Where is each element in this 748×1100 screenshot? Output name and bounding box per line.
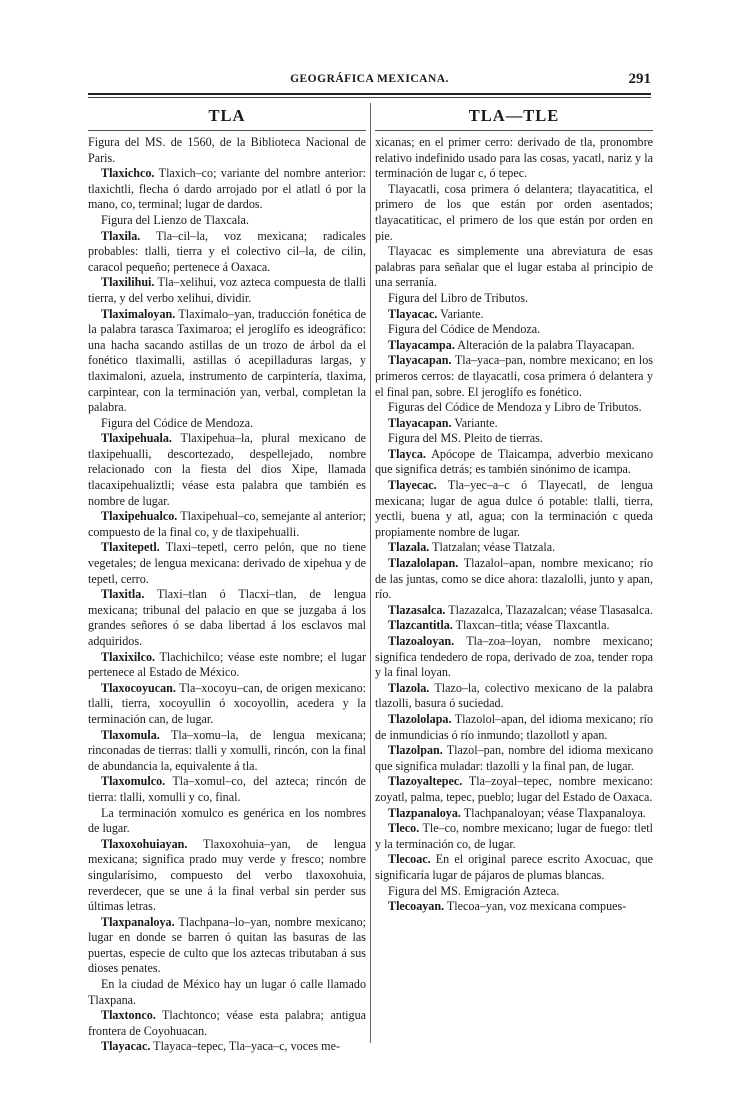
entry-text: Tla–xelihui, voz azteca compuesta de tlalli tierra, y del verbo xelihui, dividir. bbox=[88, 275, 366, 305]
dictionary-entry bbox=[88, 728, 366, 775]
entry-text: Tla–xomul–co, del azteca; rincón de tierra: tlalli, xomulli y co, final. bbox=[88, 774, 366, 804]
dictionary-entry bbox=[375, 431, 653, 447]
dictionary-entry bbox=[88, 650, 366, 681]
header-rule-thin bbox=[88, 97, 651, 98]
header-rule-thick bbox=[88, 93, 651, 95]
dictionary-entry bbox=[375, 821, 653, 852]
entry-headword: Tleco. bbox=[388, 821, 420, 836]
entry-text: Alteración de la palabra Tlayacapan. bbox=[454, 337, 635, 352]
dictionary-entry bbox=[88, 915, 366, 977]
dictionary-entry bbox=[375, 540, 653, 556]
entry-headword: Tlaxomula. bbox=[101, 727, 160, 742]
dictionary-entry bbox=[375, 322, 653, 338]
entry-text: xicanas; en el primer cerro: derivado de tla, pronombre relativo indefinido usado para las cosas, yacatl, nariz y la terminación de lugar c, ó tepec. bbox=[375, 135, 653, 181]
dictionary-entry bbox=[88, 774, 366, 805]
entry-text: Tlaximalo–yan, traducción fonética de la palabra tarasca Taximaroa; el jeroglífo es ideográfico: una hacha sacando astillas de un trozo de árbol da el fonético tlaximalli, astillas ó acepilladuras largas, y tlaximaloni, azuela, instrumento de carpintería, tlaxima, carpintear, con la terminación yan, verbal, completan la palabra. bbox=[88, 306, 366, 415]
dictionary-entry bbox=[88, 977, 366, 1008]
entry-text: Tlazo–la, colectivo mexicano de la palabra tlazolli, basura ó suciedad. bbox=[375, 680, 653, 711]
entry-text: Tla–xocoyu–can, de origen mexicano: tlalli, tierra, xocoyullin ó xocoyollin, acedera y la terminación can, de lugar. bbox=[88, 680, 366, 726]
entry-headword: Tlazala. bbox=[388, 540, 430, 555]
right-column-body bbox=[375, 135, 653, 915]
entry-text: Tlachpana–lo–yan, nombre mexicano; lugar en donde se barren ó quitan las basuras de las puertas, especie de culto que los aztecas tributaban á sus dioses penates. bbox=[88, 914, 366, 976]
entry-text: Tlazalol–apan, nombre mexicano; río de las juntas, como se dice ahora: tlazalolli, junto y apan, río. bbox=[375, 556, 653, 602]
entry-headword: Tlecoac. bbox=[388, 852, 431, 867]
entry-text: Tlatzalan; véase Tlatzala. bbox=[429, 540, 556, 555]
entry-text: Tla–zoyal–tepec, nombre mexicano: zoyatl, palma, tepec, pueblo; lugar del Estado de Oaxaca. bbox=[375, 774, 653, 804]
dictionary-entry bbox=[88, 806, 366, 837]
entry-headword: Tlazola. bbox=[388, 680, 430, 695]
dictionary-entry bbox=[88, 837, 366, 915]
entry-headword: Tlayacapan. bbox=[388, 353, 452, 368]
entry-text: Tlecoa–yan, voz mexicana compues- bbox=[444, 899, 627, 914]
entry-headword: Tlazcantitla. bbox=[388, 618, 453, 633]
entry-text: Tlaxipehual–co, semejante al anterior; compuesto de la final co, y de tlaxipehualli. bbox=[88, 509, 366, 539]
dictionary-entry bbox=[375, 135, 653, 182]
dictionary-entry bbox=[375, 884, 653, 900]
entry-text: Variante. bbox=[451, 415, 498, 430]
entry-headword: Tlayca. bbox=[388, 446, 426, 461]
entry-headword: Tlazpanaloya. bbox=[388, 805, 461, 820]
dictionary-entry bbox=[375, 774, 653, 805]
dictionary-entry bbox=[375, 618, 653, 634]
entry-text: Tlachpanaloyan; véase Tlaxpanaloya. bbox=[460, 805, 646, 820]
entry-headword: Tlaxichco. bbox=[101, 166, 155, 181]
entry-headword: Tlaximaloyan. bbox=[101, 306, 176, 321]
dictionary-entry bbox=[88, 431, 366, 509]
dictionary-entry bbox=[375, 416, 653, 432]
running-head bbox=[88, 73, 651, 91]
entry-text: Apócope de Tlaicampa, adverbio mexicano que significa detrás; es también sinónimo de icampa. bbox=[375, 446, 653, 477]
dictionary-entry bbox=[88, 135, 366, 166]
dictionary-entry bbox=[375, 307, 653, 323]
entry-text: Tlaxcan–titla; véase Tlaxcantla. bbox=[452, 618, 610, 633]
entry-text: Tlaxoxohuia–yan, de lengua mexicana; significa prado muy verde y fresco; nombre singularísimo, compuesto del verbo tlaxoxohuia, reverdecer, que se une á la final verbal sin perder sus últimas letras. bbox=[88, 836, 366, 914]
entry-text: Figura del MS. Emigración Azteca. bbox=[388, 883, 560, 898]
column-divider bbox=[370, 103, 371, 1043]
dictionary-entry bbox=[88, 681, 366, 728]
running-title: GEOGRÁFICA MEXICANA. bbox=[290, 73, 449, 85]
entry-text: Tle–co, nombre mexicano; lugar de fuego: tletl y la terminación co, de lugar. bbox=[375, 821, 653, 851]
entry-headword: Tlayacapan. bbox=[388, 415, 452, 430]
entry-headword: Tlaxila. bbox=[101, 228, 141, 243]
entry-text: Figura del MS. Pleito de tierras. bbox=[388, 431, 543, 446]
entry-headword: Tlayacac. bbox=[101, 1039, 151, 1054]
left-heading-rule bbox=[88, 130, 366, 131]
entry-text: Tla–zoa–loyan, nombre mexicano; significa tendedero de ropa, derivado de zoa, tender ropa y la final loyan. bbox=[375, 634, 653, 680]
entry-headword: Tlaxixilco. bbox=[101, 649, 156, 664]
entry-headword: Tlaxtonco. bbox=[101, 1008, 156, 1023]
entry-headword: Tlazasalca. bbox=[388, 602, 446, 617]
dictionary-entry bbox=[375, 291, 653, 307]
entry-headword: Tlaxpanaloya. bbox=[101, 914, 175, 929]
dictionary-entry bbox=[88, 166, 366, 213]
dictionary-entry bbox=[375, 603, 653, 619]
entry-text: Variante. bbox=[437, 306, 484, 321]
entry-text: Tlazol–pan, nombre del idioma mexicano que significa muladar: tlazolli y la final pan, de lugar. bbox=[375, 743, 653, 773]
entry-headword: Tlaxipehualco. bbox=[101, 509, 178, 524]
entry-headword: Tlaxilihui. bbox=[101, 275, 155, 290]
dictionary-entry bbox=[88, 213, 366, 229]
entry-headword: Tlayacac. bbox=[388, 306, 438, 321]
entry-headword: Tlazoaloyan. bbox=[388, 634, 455, 648]
entry-text: Tlaxi–tepetl, cerro pelón, que no tiene vegetales; de lengua mexicana: derivado de xipehua y de tepetl, cerro. bbox=[88, 540, 366, 586]
left-column-heading: TLA bbox=[208, 106, 246, 125]
dictionary-entry bbox=[375, 806, 653, 822]
entry-text: Figura del MS. de 1560, de la Biblioteca Nacional de Paris. bbox=[88, 135, 366, 165]
entry-text: En la ciudad de México hay un lugar ó calle llamado Tlaxpana. bbox=[88, 977, 366, 1007]
dictionary-entry bbox=[375, 634, 653, 681]
entry-headword: Tlecoayan. bbox=[388, 899, 445, 914]
entry-headword: Tlazolpan. bbox=[388, 743, 443, 758]
entry-text: Tlayacatli, cosa primera ó delantera; tlayacatitica, el primero de los que están por orden asentados; tlayacatiticac, el primero de los que están por orden en pie. bbox=[375, 181, 653, 243]
entry-headword: Tlazalolapan. bbox=[388, 556, 459, 571]
entry-text: Figura del Lienzo de Tlaxcala. bbox=[101, 212, 249, 227]
right-heading-rule bbox=[375, 130, 653, 131]
entry-headword: Tlaxomulco. bbox=[101, 774, 166, 789]
entry-text: Tlachtonco; véase esta palabra; antigua frontera de Coyohuacan. bbox=[88, 1008, 366, 1038]
entry-text: Tlayaca–tepec, Tla–yaca–c, voces me- bbox=[150, 1039, 340, 1054]
entry-headword: Tlaxitla. bbox=[101, 587, 145, 602]
entry-text: Tlayacac es simplemente una abreviatura de esas palabras para señalar que el lugar estaba al principio de una serranía. bbox=[375, 244, 653, 290]
dictionary-entry bbox=[375, 400, 653, 416]
entry-headword: Tlaxitepetl. bbox=[101, 540, 160, 555]
entry-headword: Tlayecac. bbox=[388, 478, 437, 493]
entry-text: Figuras del Códice de Mendoza y Libro de Tributos. bbox=[388, 400, 642, 415]
entry-text: Tla–yec–a–c ó Tlayecatl, de lengua mexicana; lugar de agua dulce ó potable: tlalli, tierra, yectli, buena y atl, agua; con la terminación c queda propiamente nombre de lugar. bbox=[375, 478, 653, 539]
entry-headword: Tlazololapa. bbox=[388, 711, 452, 726]
dictionary-entry bbox=[88, 229, 366, 276]
entry-text: Figura del Códice de Mendoza. bbox=[101, 415, 254, 430]
dictionary-entry bbox=[375, 353, 653, 400]
dictionary-entry bbox=[88, 509, 366, 540]
right-column-heading: TLA—TLE bbox=[468, 106, 560, 125]
dictionary-entry bbox=[88, 307, 366, 416]
entry-text: Tlazolol–apan, del idioma mexicano; río de inmundicias ó río inmundo; tlazollotl y apan. bbox=[375, 711, 653, 742]
entry-text: Tlaxipehua–la, plural mexicano de tlaxipehualli, descortezado, despellejado, nombre relacionado con la fiesta del dios Xipe, llamada tlacaxipehualiztli; véase esta palabra que también es nombre de lugar. bbox=[88, 431, 366, 508]
entry-text: Figura del Libro de Tributos. bbox=[388, 290, 529, 305]
dictionary-entry bbox=[375, 743, 653, 774]
entry-text: Tlazazalca, Tlazazalcan; véase Tlasasalca. bbox=[445, 602, 653, 617]
entry-headword: Tlaxocoyucan. bbox=[101, 680, 176, 695]
page-number: 291 bbox=[628, 71, 651, 87]
entry-text: Tlaxich–co; variante del nombre anterior: tlaxichtli, flecha ó dardo arrojado por el atlatl ó por la mano, co, terminal; lugar de dardos. bbox=[88, 166, 366, 212]
entry-text: Tlaxi–tlan ó Tlacxi–tlan, de lengua mexicana; tribunal del palacio en que se juzgaba á los grandes señores ó se daba libertad á los esclavos mal adquiridos. bbox=[88, 587, 366, 648]
dictionary-entry bbox=[375, 244, 653, 291]
entry-text: En el original parece escrito Axocuac, que significaría lugar de pájaros de plumas blancas. bbox=[375, 852, 653, 882]
dictionary-entry bbox=[88, 540, 366, 587]
entry-text: Figura del Códice de Mendoza. bbox=[388, 322, 541, 337]
dictionary-entry bbox=[375, 852, 653, 883]
entry-headword: Tlaxipehuala. bbox=[101, 431, 172, 446]
left-column bbox=[88, 103, 366, 1055]
left-column-body bbox=[88, 135, 366, 1055]
dictionary-entry bbox=[375, 712, 653, 743]
dictionary-entry bbox=[375, 447, 653, 478]
entry-text: Tla–cil–la, voz mexicana; radicales probables: tlalli, tierra y el colectivo cil–la, de cilin, caracol pequeño; pertenece á Oaxaca. bbox=[88, 228, 366, 274]
entry-text: Tla–xomu–la, de lengua mexicana; rinconadas de tierras: tlalli y xomulli, rincón, con la final de abundancia la, equivalente á tla. bbox=[88, 727, 366, 773]
dictionary-entry bbox=[375, 681, 653, 712]
dictionary-entry bbox=[375, 478, 653, 540]
right-column bbox=[375, 103, 653, 915]
entry-headword: Tlayacampa. bbox=[388, 337, 455, 352]
entry-headword: Tlaxoxohuiayan. bbox=[101, 836, 188, 851]
entry-headword: Tlazoyaltepec. bbox=[388, 774, 463, 789]
entry-text: Tlachichilco; véase este nombre; el lugar pertenece al Estado de México. bbox=[88, 649, 366, 680]
entry-text: Tla–yaca–pan, nombre mexicano; en los primeros cerros: de tlayacatli, cosa primera ó delantera y el final pan, sobre. El jeroglífo es fonético. bbox=[375, 353, 653, 399]
dictionary-entry bbox=[88, 587, 366, 649]
dictionary-entry bbox=[88, 1039, 366, 1055]
dictionary-entry bbox=[88, 416, 366, 432]
dictionary-entry bbox=[88, 1008, 366, 1039]
dictionary-entry bbox=[375, 182, 653, 244]
dictionary-entry bbox=[375, 556, 653, 603]
dictionary-entry bbox=[88, 275, 366, 306]
dictionary-entry bbox=[375, 338, 653, 354]
entry-text: La terminación xomulco es genérica en los nombres de lugar. bbox=[88, 805, 366, 836]
dictionary-entry bbox=[375, 899, 653, 915]
